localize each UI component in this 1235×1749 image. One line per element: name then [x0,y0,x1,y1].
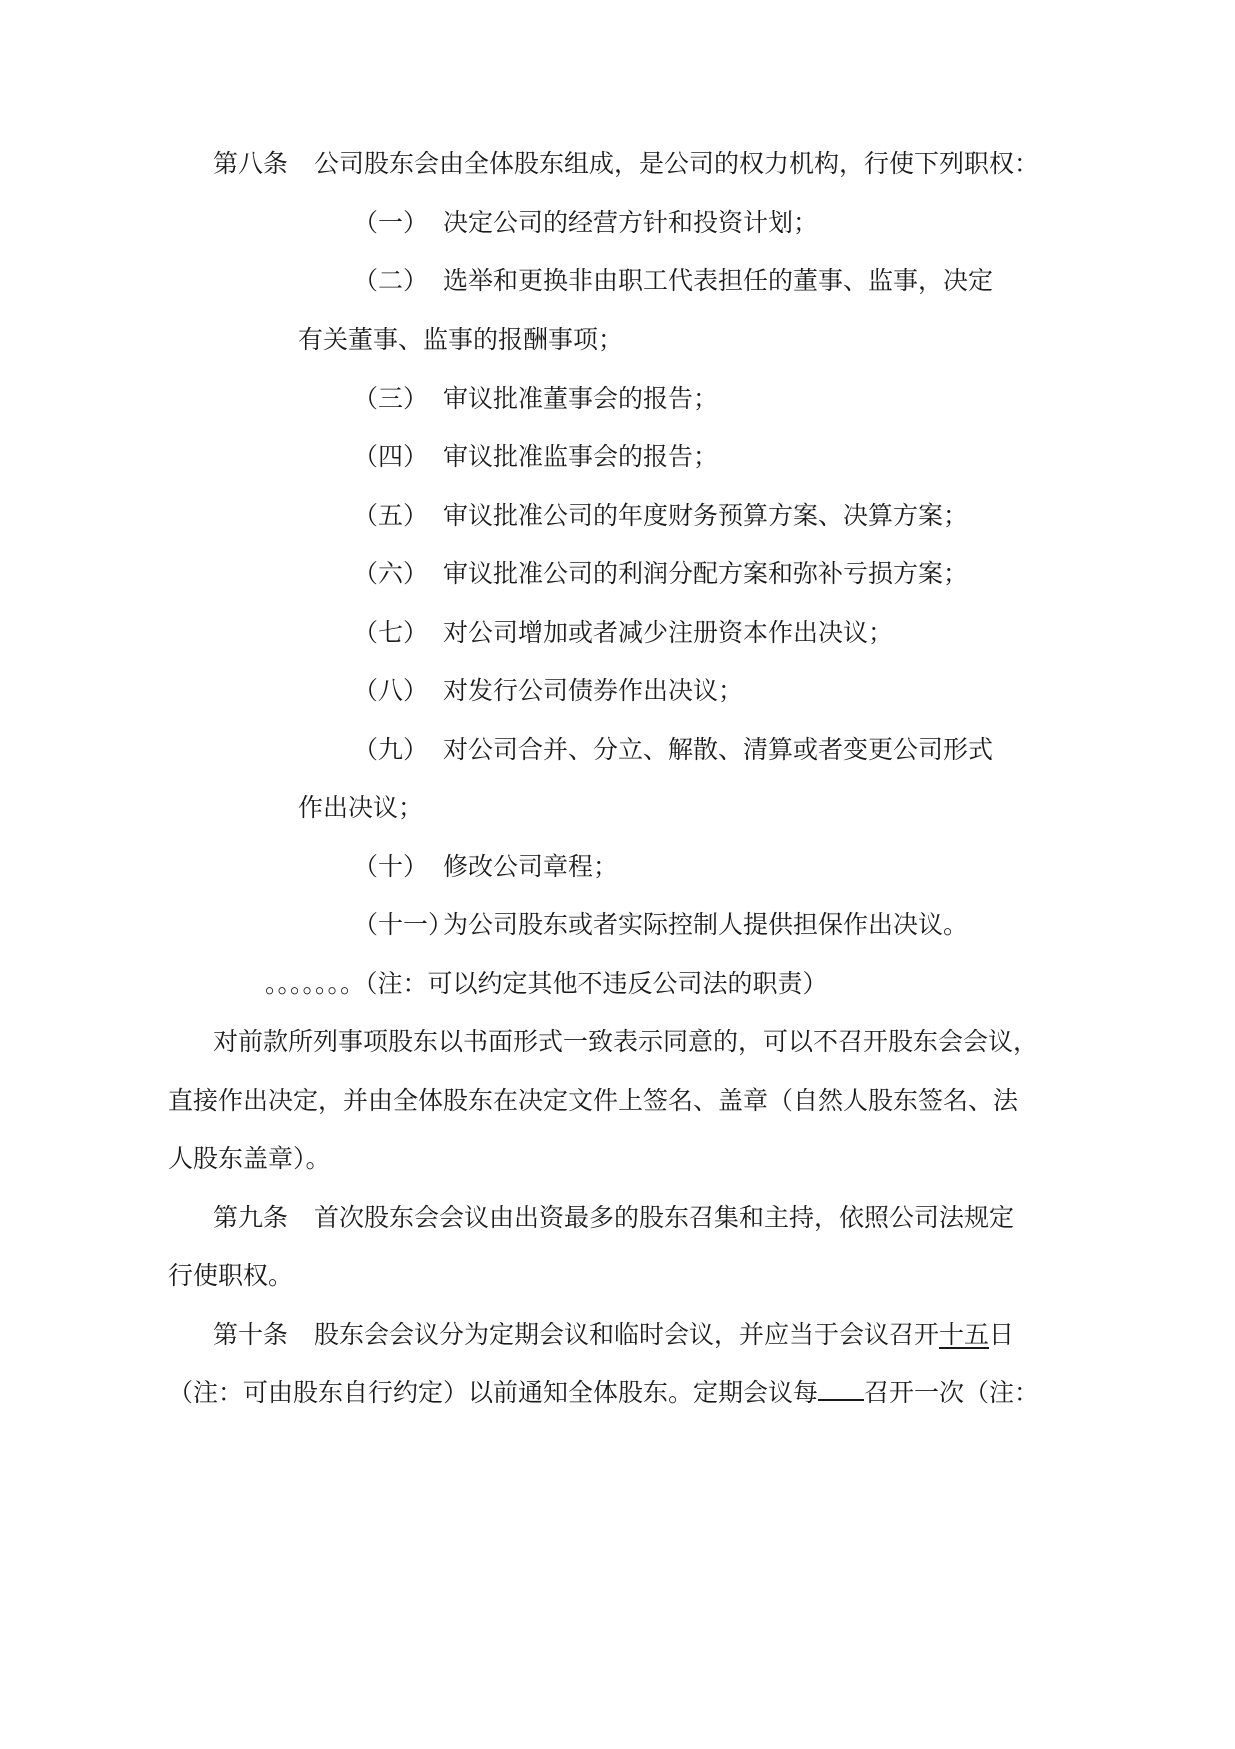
item-label: （二） [353,266,429,295]
item-text: 选举和更换非由职工代表担任的董事、监事，决定 [443,266,994,295]
item-text: 对公司增加或者减少注册资本作出决议； [443,618,894,647]
article-8-number: 第八条 [213,149,289,178]
item-label: （八） [353,676,429,705]
item-label: （四） [353,442,429,471]
article-10-line-1 [314,1318,1014,1352]
article-9-number: 第九条 [213,1203,289,1232]
item-text-continuation: 有关董事、监事的报酬事项； [298,325,624,354]
item-label: （七） [353,618,429,647]
notice-days-fill: 十五 [939,1320,990,1349]
item-text: 对公司合并、分立、解散、清算或者变更公司形式 [443,735,994,764]
article-8-paragraph-line: 对前款所列事项股东以书面形式一致表示同意的，可以不召开股东会会议， [213,1027,1039,1056]
article-8-note: 。。。。。。。（注：可以约定其他不违反公司法的职责） [265,969,828,998]
item-label: （一） [353,208,429,237]
article-10-number: 第十条 [213,1320,289,1349]
article-10-text: （注：可由股东自行约定）以前通知全体股东。定期会议每 [168,1378,819,1407]
item-text: 修改公司章程； [443,852,619,881]
item-text: 决定公司的经营方针和投资计划； [443,208,819,237]
item-text: 对发行公司债券作出决议； [443,676,744,705]
article-8-paragraph-line: 人股东盖章）。 [168,1144,331,1173]
item-label: （五） [353,501,429,530]
article-9-text: 首次股东会会议由出资最多的股东召集和主持，依照公司法规定 [314,1203,1015,1232]
item-label: （十一） [353,910,454,939]
item-text-continuation: 作出决议； [298,793,424,822]
item-text: 审议批准公司的利润分配方案和弥补亏损方案； [443,559,969,588]
item-text: 审议批准公司的年度财务预算方案、决算方案； [443,501,969,530]
item-label: （九） [353,735,429,764]
item-text: 审议批准董事会的报告； [443,384,719,413]
article-10-text: 日 [989,1320,1015,1349]
item-text: 为公司股东或者实际控制人提供担保作出决议。 [443,910,969,939]
article-10-line-2 [168,1376,1039,1410]
article-10-text: 股东会会议分为定期会议和临时会议，并应当于会议召开 [314,1320,940,1349]
item-label: （三） [353,384,429,413]
article-10-text: 召开一次（注： [864,1378,1040,1407]
item-label: （六） [353,559,429,588]
article-9-text-continuation: 行使职权。 [168,1261,294,1290]
item-text: 审议批准监事会的报告； [443,442,719,471]
item-label: （十） [353,852,429,881]
article-8-paragraph-line: 直接作出决定，并由全体股东在决定文件上签名、盖章（自然人股东签名、法 [168,1086,1019,1115]
meeting-frequency-blank[interactable] [818,1399,864,1401]
article-8-intro: 公司股东会由全体股东组成，是公司的权力机构，行使下列职权： [314,149,1040,178]
